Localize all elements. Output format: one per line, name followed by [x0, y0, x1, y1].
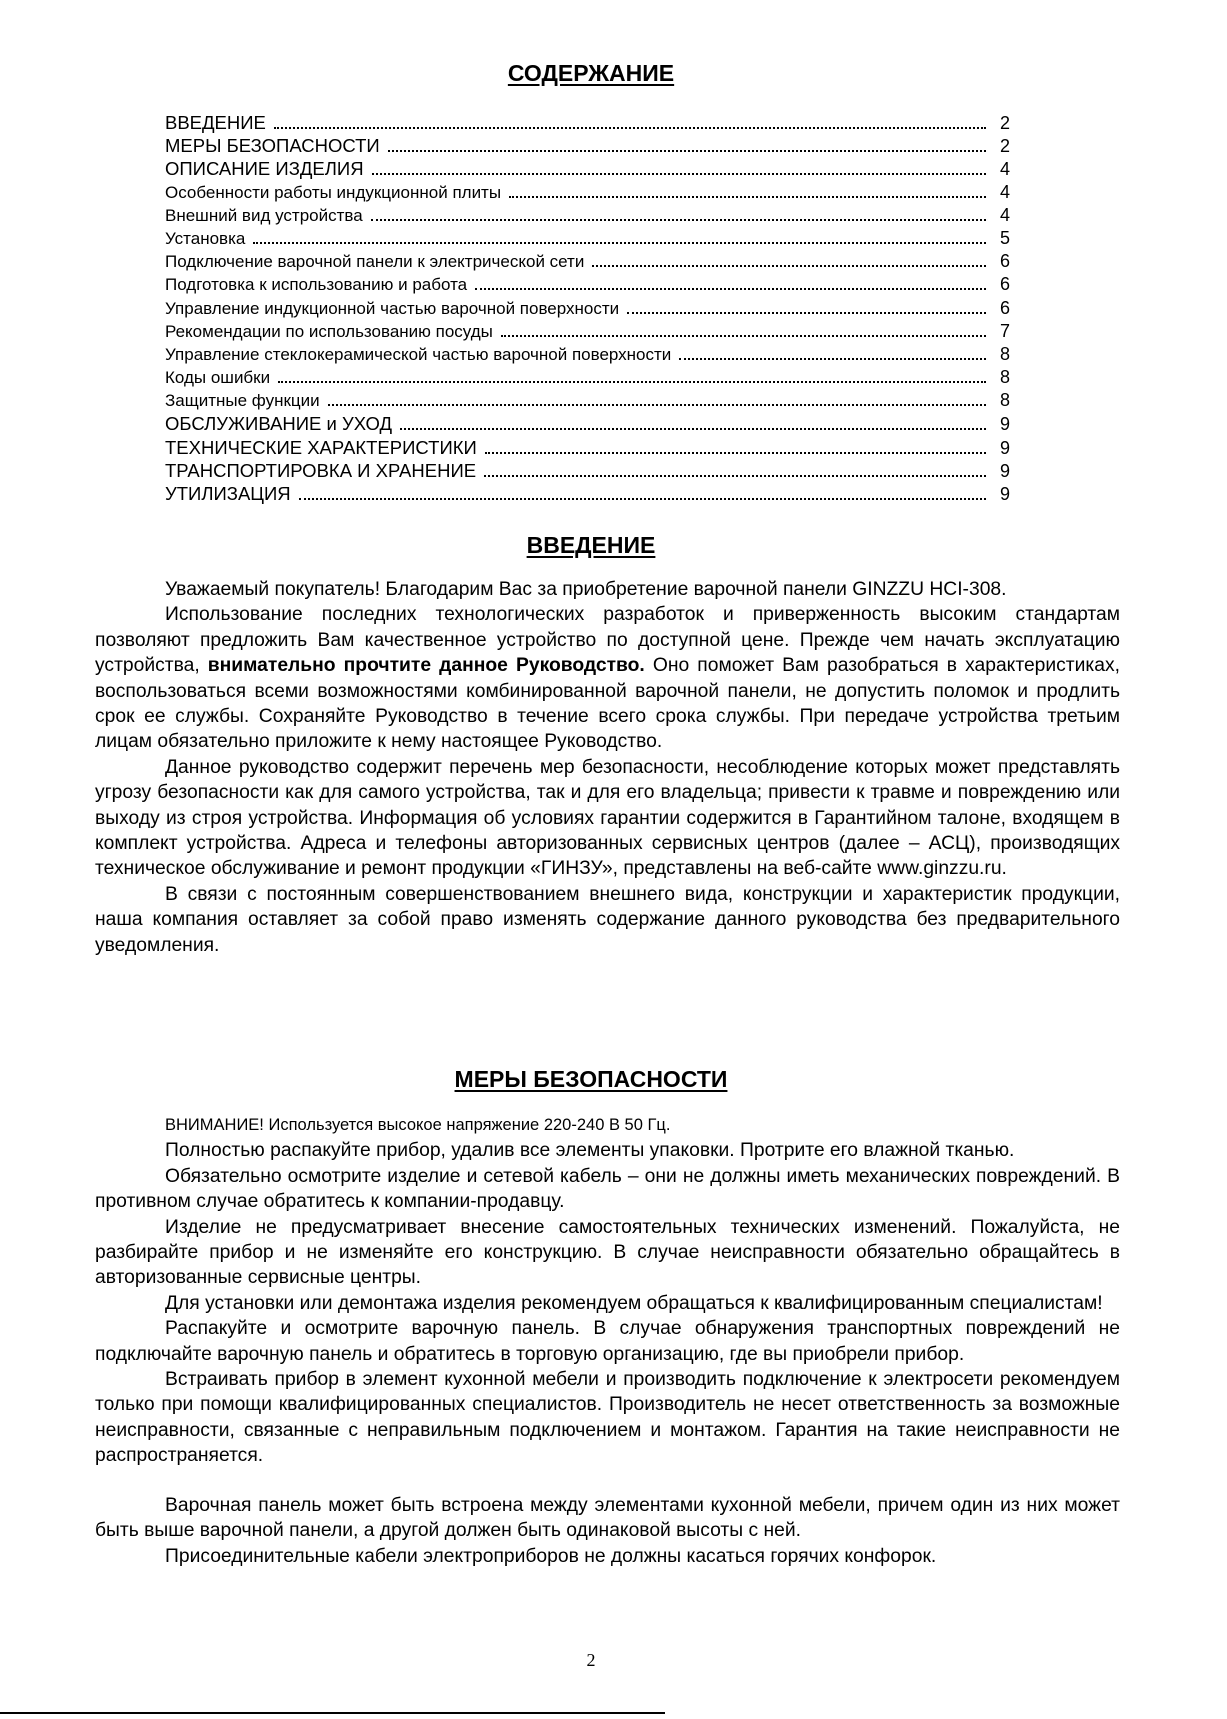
toc-item[interactable]	[165, 320, 1010, 343]
toc-item-page: 7	[999, 320, 1010, 341]
toc-leader-dots	[274, 126, 986, 129]
toc-item-page: 9	[999, 437, 1010, 458]
toc-item-page: 2	[999, 113, 1010, 133]
toc-leader-dots	[278, 380, 986, 383]
safety-paragraph: Обязательно осмотрите изделие и сетевой кабель – они не должны иметь механических повреждений. В противном случае обратитесь к компании-продавцу.	[95, 1165, 1120, 1213]
toc-item-page: 6	[999, 251, 1010, 272]
toc-leader-dots	[592, 264, 986, 267]
toc-item-label: МЕРЫ БЕЗОПАСНОСТИ	[165, 135, 380, 157]
toc-item[interactable]	[165, 343, 1010, 366]
intro-emphasis: внимательно прочтите данное Руководство.	[207, 655, 645, 677]
toc-item[interactable]	[165, 436, 1010, 459]
toc-item-page: 9	[999, 414, 1010, 435]
intro-paragraph: В связи с постоянным совершенствованием внешнего вида, конструкции и характеристик продукции, наша компания оставляет за собой право изменять содержание данного руководства без предварительного уведомления.	[95, 883, 1120, 956]
safety-section	[95, 1113, 1120, 1569]
intro-section	[95, 577, 1120, 958]
toc-item[interactable]	[165, 250, 1010, 273]
toc-item[interactable]	[165, 111, 1010, 134]
toc-item-page: 6	[999, 274, 1010, 295]
intro-heading: ВВЕДЕНИЕ	[526, 532, 656, 558]
toc-item-label: Подключение варочной панели к электрической сети	[165, 252, 585, 272]
intro-text-run: Оно поможет Вам разобраться в характеристиках, воспользоваться всеми возможностями комбинированной варочной панели, не допустить поломок и продлить срок ее службы. Сохраняйте Руководство в течение всего срока службы. При передаче устройства третьим лицам обязательно приложите к нему настоящее Руководство.	[95, 655, 1120, 753]
warning-text: Используется высокое напряжение 220-240 В 50 Гц.	[263, 1116, 671, 1134]
toc-leader-dots	[400, 427, 986, 430]
toc-item[interactable]	[165, 204, 1010, 227]
toc-item-label: Защитные функции	[165, 391, 320, 411]
warning-lead: ВНИМАНИЕ!	[165, 1116, 264, 1134]
toc-item[interactable]	[165, 297, 1010, 320]
toc-item-page: 4	[999, 159, 1010, 180]
toc-item-page: 9	[999, 484, 1010, 504]
toc-leader-dots	[253, 241, 986, 244]
safety-paragraph: Полностью распакуйте прибор, удалив все элементы упаковки. Протрите его влажной тканью.	[165, 1140, 1015, 1162]
toc-item-page: 8	[999, 390, 1010, 411]
toc-leader-dots	[485, 451, 986, 454]
intro-paragraph: Уважаемый покупатель! Благодарим Вас за приобретение варочной панели GINZZU HCI-308.	[165, 579, 1007, 600]
toc-item-page: 4	[999, 181, 1010, 202]
toc-item-page: 8	[999, 343, 1010, 364]
toc-item-label: ТЕХНИЧЕСКИЕ ХАРАКТЕРИСТИКИ	[165, 436, 477, 458]
toc-item[interactable]	[165, 157, 1010, 180]
toc-leader-dots	[299, 497, 986, 500]
intro-paragraph: Данное руководство содержит перечень мер безопасности, несоблюдение которых может представлять угрозу безопасности как для самого устройства, так и для его владельца; привести к травме и повреждению или выходу из строя устройства. Информация об условиях гарантии содержится в Гарантийном талоне, входящем в комплект устройства. Адреса и телефоны авторизованных сервисных центров (далее – АСЦ), производящих техническое обслуживание и ремонт продукции «ГИНЗУ», представлены на веб-сайте www.ginzzu.ru.	[95, 756, 1120, 880]
toc-leader-dots	[484, 474, 986, 477]
toc-item[interactable]	[165, 389, 1010, 412]
toc-item-page: 8	[999, 367, 1010, 388]
toc-item-label: УТИЛИЗАЦИЯ	[165, 483, 291, 504]
toc-item[interactable]	[165, 459, 1010, 482]
toc-item[interactable]	[165, 482, 1010, 505]
toc-item-label: ОБСЛУЖИВАНИЕ и УХОД	[165, 413, 393, 435]
toc-item-page: 9	[999, 460, 1010, 481]
toc-leader-dots	[371, 218, 986, 221]
toc-item[interactable]	[165, 366, 1010, 389]
table-of-contents	[165, 111, 1010, 505]
toc-item-label: ОПИСАНИЕ ИЗДЕЛИЯ	[165, 158, 364, 180]
safety-paragraph: Распакуйте и осмотрите варочную панель. В случае обнаружения транспортных повреждений не подключайте варочную панель и обратитесь в торговую организацию, где вы приобрели прибор.	[95, 1318, 1120, 1365]
safety-paragraph: Изделие не предусматривает внесение самостоятельных технических изменений. Пожалуйста, не разбирайте прибор и не изменяйте его конструкцию. В случае неисправности обязательно обращайтесь в авторизованные сервисные центры.	[95, 1216, 1120, 1289]
toc-item-label: Коды ошибки	[165, 368, 271, 388]
toc-item-label: Внешний вид устройства	[165, 205, 363, 225]
toc-item[interactable]	[165, 181, 1010, 204]
page-number: 2	[586, 1650, 596, 1670]
toc-item-page: 5	[999, 227, 1010, 248]
toc-item-page: 4	[999, 204, 1010, 225]
toc-item[interactable]	[165, 134, 1010, 157]
intro-text-run: Использование последних технологических разработок и приверженность высоким стандартам позволяют предложить Вам качественное устройство по доступной цене. Прежде чем начать эксплуатацию устройства,	[95, 604, 1120, 677]
toc-item-label: ТРАНСПОРТИРОВКА И ХРАНЕНИЕ	[165, 459, 477, 481]
safety-heading: МЕРЫ БЕЗОПАСНОСТИ	[454, 1066, 728, 1092]
toc-leader-dots	[627, 311, 986, 314]
toc-leader-dots	[679, 357, 986, 360]
toc-item[interactable]	[165, 227, 1010, 250]
toc-leader-dots	[328, 403, 986, 406]
toc-leader-dots	[372, 172, 986, 175]
toc-title: СОДЕРЖАНИЕ	[507, 60, 675, 86]
toc-leader-dots	[509, 195, 986, 198]
toc-leader-dots	[475, 287, 986, 290]
toc-item-label: Подготовка к использованию и работа	[165, 275, 468, 295]
toc-item[interactable]	[165, 273, 1010, 296]
toc-item-label: Установка	[165, 228, 246, 248]
footer-divider	[0, 1712, 665, 1714]
toc-item-label: Особенности работы индукционной плиты	[165, 182, 502, 202]
toc-item-label: Рекомендации по использованию посуды	[165, 321, 493, 341]
toc-item-label: ВВЕДЕНИЕ	[165, 112, 266, 133]
toc-item-label: Управление индукционной частью варочной поверхности	[165, 298, 620, 318]
safety-paragraph: Присоединительные кабели электроприборов не должны касаться горячих конфорок.	[165, 1545, 937, 1567]
toc-leader-dots	[501, 334, 986, 337]
safety-paragraph: Для установки или демонтажа изделия рекомендуем обращаться к квалифицированным специалистам!	[165, 1292, 1103, 1314]
warning-note	[95, 1113, 1120, 1138]
intro-paragraph	[95, 602, 1120, 754]
toc-item-label: Управление стеклокерамической частью варочной поверхности	[165, 344, 672, 364]
toc-leader-dots	[388, 149, 986, 152]
safety-paragraph: Встраивать прибор в элемент кухонной мебели и производить подключение к электросети рекомендуем только при помощи квалифицированных специалистов. Производитель не несет ответственность за возможные неисправности, связанные с неправильным подключением и монтажом. Гарантия на такие неисправности не распространяется.	[95, 1369, 1120, 1467]
toc-item-page: 6	[999, 297, 1010, 318]
toc-item-page: 2	[999, 136, 1010, 157]
safety-paragraph: Варочная панель может быть встроена между элементами кухонной мебели, причем один из них может быть выше варочной панели, а другой должен быть одинаковой высоты с ней.	[95, 1494, 1120, 1542]
toc-item[interactable]	[165, 412, 1010, 435]
